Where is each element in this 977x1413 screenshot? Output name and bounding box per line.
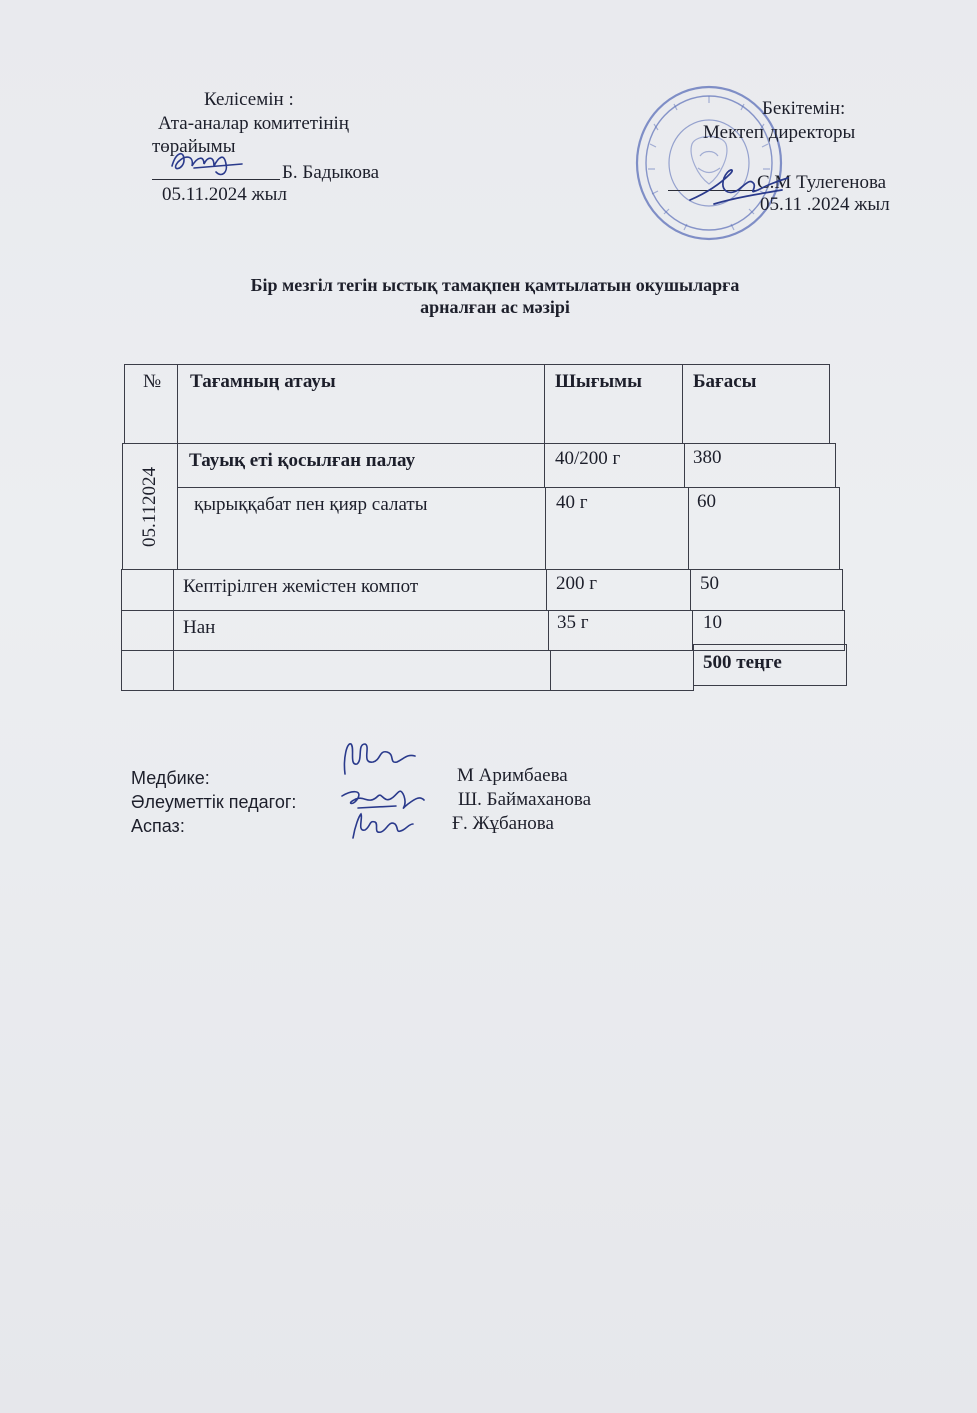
header-cell-name	[177, 364, 545, 444]
approval-left-heading: Келісемін :	[204, 89, 294, 110]
header-name-text: Тағамның атауы	[190, 371, 336, 392]
role-social-pedagogue: Әлеуметтік педагог:	[131, 792, 297, 812]
table-row-num-empty	[121, 610, 174, 651]
dish-name: Тауық еті қосылған палау	[189, 450, 416, 471]
dish-yield: 40/200 г	[555, 448, 621, 469]
role-cook: Аспаз:	[131, 816, 185, 836]
header-yield-text: Шығымы	[555, 371, 642, 392]
approval-left-line1: Ата-аналар комитетінің	[158, 113, 349, 134]
signature-right-image	[684, 160, 794, 210]
header-cell-num	[124, 364, 178, 444]
total-amount: 500 теңге	[703, 652, 782, 673]
approval-right-signer: С.М Тулегенова	[757, 172, 887, 193]
header-num-text: №	[143, 371, 162, 392]
approval-right-heading: Бекітемін:	[762, 98, 846, 119]
date-label-vertical: 05.112024	[139, 466, 160, 548]
approval-left-line2: төрайымы	[152, 136, 236, 157]
table-row-yield	[544, 443, 685, 488]
dish-price: 60	[697, 491, 716, 512]
table-row-price	[684, 443, 836, 488]
date-cell	[122, 443, 178, 570]
total-row-num-empty	[121, 650, 174, 691]
table-row-name	[173, 569, 547, 611]
role-nurse: Медбике:	[131, 768, 210, 788]
total-row-name-empty	[173, 650, 551, 691]
document-title	[150, 274, 840, 318]
title-line-2: арналған ас мәзірі	[420, 297, 570, 317]
total-row-yield-empty	[550, 650, 694, 691]
dish-yield: 35 г	[557, 612, 589, 633]
header-cell-price	[682, 364, 830, 444]
approval-right-line1: Мектеп директоры	[703, 122, 856, 143]
table-row-name	[177, 443, 545, 488]
table-row-num-empty	[121, 569, 174, 611]
dish-price: 380	[693, 447, 722, 468]
table-row-price	[690, 569, 843, 611]
name-nurse: М Аримбаева	[457, 765, 568, 786]
table-row-yield	[545, 487, 689, 570]
dish-price: 10	[703, 612, 722, 633]
approval-left-signer: Б. Бадыкова	[282, 162, 380, 183]
dish-yield: 40 г	[556, 492, 588, 513]
table-row-yield	[548, 610, 693, 651]
table-row-price	[688, 487, 840, 570]
header-price-text: Бағасы	[693, 371, 757, 392]
name-social-pedagogue: Ш. Баймаханова	[458, 789, 592, 810]
signature-nurse-image	[335, 734, 425, 780]
dish-name: Кептірілген жемістен компот	[183, 576, 419, 597]
header-cell-yield	[544, 364, 683, 444]
dish-name: Нан	[183, 617, 216, 638]
title-line-1: Бір мезгіл тегін ыстық тамақпен қамтылатын окушыларға	[250, 275, 740, 295]
total-cell	[693, 644, 847, 686]
dish-yield: 200 г	[556, 573, 598, 594]
table-row-name	[173, 610, 549, 651]
approval-right-date: 05.11 .2024 жыл	[760, 194, 890, 215]
signature-left-image	[164, 142, 254, 184]
name-cook: Ғ. Жұбанова	[452, 813, 554, 834]
signature-cook-image	[345, 808, 415, 844]
table-row-yield	[546, 569, 691, 611]
approval-left-date: 05.11.2024 жыл	[162, 184, 287, 205]
table-row-name	[177, 487, 546, 570]
dish-price: 50	[700, 573, 719, 594]
dish-name: қырыққабат пен қияр салаты	[194, 494, 428, 515]
